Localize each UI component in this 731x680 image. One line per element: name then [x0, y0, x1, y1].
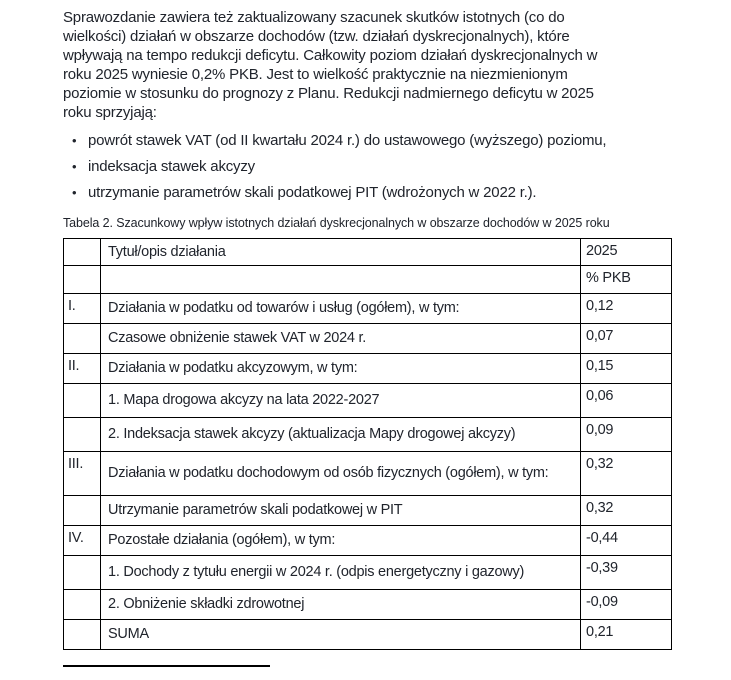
title-cell: 1. Mapa drogowa akcyzy na lata 2022-2027 — [101, 384, 581, 418]
sum-value-cell: 0,21 — [581, 620, 672, 650]
list-item — [72, 131, 617, 151]
row-number-cell — [64, 324, 101, 354]
title-cell: Pozostałe działania (ogółem), w tym: — [101, 526, 581, 556]
discretionary-measures-table — [63, 238, 672, 650]
sum-label-cell: SUMA — [101, 620, 581, 650]
table-row — [64, 384, 672, 418]
bullet-text: utrzymanie parametrów skali podatkowej PIT (wdrożonych w 2022 r.). — [88, 184, 537, 201]
value-cell: -0,44 — [581, 526, 672, 556]
table-row — [64, 452, 672, 496]
title-cell: 2. Obniżenie składki zdrowotnej — [101, 590, 581, 620]
table-row — [64, 556, 672, 590]
title-cell: Czasowe obniżenie stawek VAT w 2024 r. — [101, 324, 581, 354]
title-cell: 2. Indeksacja stawek akcyzy (aktualizacja Mapy drogowej akcyzy) — [101, 418, 581, 452]
table-row — [64, 620, 672, 650]
value-cell: 0,07 — [581, 324, 672, 354]
row-number-cell — [64, 384, 101, 418]
title-cell: Utrzymanie parametrów skali podatkowej w PIT — [101, 496, 581, 526]
title-cell: Działania w podatku akcyzowym, w tym: — [101, 354, 581, 384]
value-cell: 0,15 — [581, 354, 672, 384]
title-cell: Działania w podatku dochodowym od osób fizycznych (ogółem), w tym: — [101, 452, 581, 496]
value-cell: 0,32 — [581, 496, 672, 526]
row-number-cell: II. — [64, 354, 101, 384]
table-header-row — [64, 239, 672, 266]
table-row — [64, 496, 672, 526]
row-number-cell: I. — [64, 294, 101, 324]
bullet-list — [72, 131, 617, 203]
value-cell: -0,39 — [581, 556, 672, 590]
value-cell: 0,12 — [581, 294, 672, 324]
table-row — [64, 294, 672, 324]
year-header-cell: 2025 — [581, 239, 672, 266]
row-number-cell — [64, 266, 101, 294]
bullet-icon: • — [72, 185, 77, 200]
row-number-cell — [64, 620, 101, 650]
bullet-text: indeksacja stawek akcyzy — [88, 158, 255, 175]
row-number-cell — [64, 590, 101, 620]
table-row — [64, 324, 672, 354]
value-cell: 0,32 — [581, 452, 672, 496]
table-unit-row — [64, 266, 672, 294]
intro-paragraph: Sprawozdanie zawiera też zaktualizowany szacunek skutków istotnych (co do wielkości) działań w obszarze dochodów (tzw. działań dyskrecjonalnych), które wpływają na tempo redukcji deficytu. Całkowity poziom działań dyskrecjonalnych w roku 2025 wyniesie 0,2% PKB. Jest to wielkość praktycznie na niezmienionym poziomie w stosunku do prognozy z Planu. Redukcji nadmiernego deficytu w 2025 roku sprzyjają: — [63, 9, 598, 121]
table-row — [64, 354, 672, 384]
title-cell — [101, 266, 581, 294]
value-cell: -0,09 — [581, 590, 672, 620]
table-caption: Tabela 2. Szacunkowy wpływ istotnych działań dyskrecjonalnych w obszarze dochodów w 2025 roku — [63, 216, 610, 230]
list-item — [72, 157, 617, 177]
table-row — [64, 590, 672, 620]
row-number-cell — [64, 496, 101, 526]
row-number-cell — [64, 418, 101, 452]
bullet-icon: • — [72, 133, 77, 148]
row-number-cell: IV. — [64, 526, 101, 556]
table-row — [64, 526, 672, 556]
footnote-separator — [63, 665, 270, 667]
bullet-text: powrót stawek VAT (od II kwartału 2024 r.) do ustawowego (wyższego) poziomu, — [88, 132, 607, 149]
table-row — [64, 418, 672, 452]
unit-cell: % PKB — [581, 266, 672, 294]
row-number-cell: III. — [64, 452, 101, 496]
title-cell: 1. Dochody z tytułu energii w 2024 r. (odpis energetyczny i gazowy) — [101, 556, 581, 590]
title-header-cell: Tytuł/opis działania — [101, 239, 581, 266]
value-cell: 0,09 — [581, 418, 672, 452]
row-number-cell — [64, 239, 101, 266]
list-item — [72, 183, 617, 203]
value-cell: 0,06 — [581, 384, 672, 418]
title-cell: Działania w podatku od towarów i usług (ogółem), w tym: — [101, 294, 581, 324]
row-number-cell — [64, 556, 101, 590]
bullet-icon: • — [72, 159, 77, 174]
